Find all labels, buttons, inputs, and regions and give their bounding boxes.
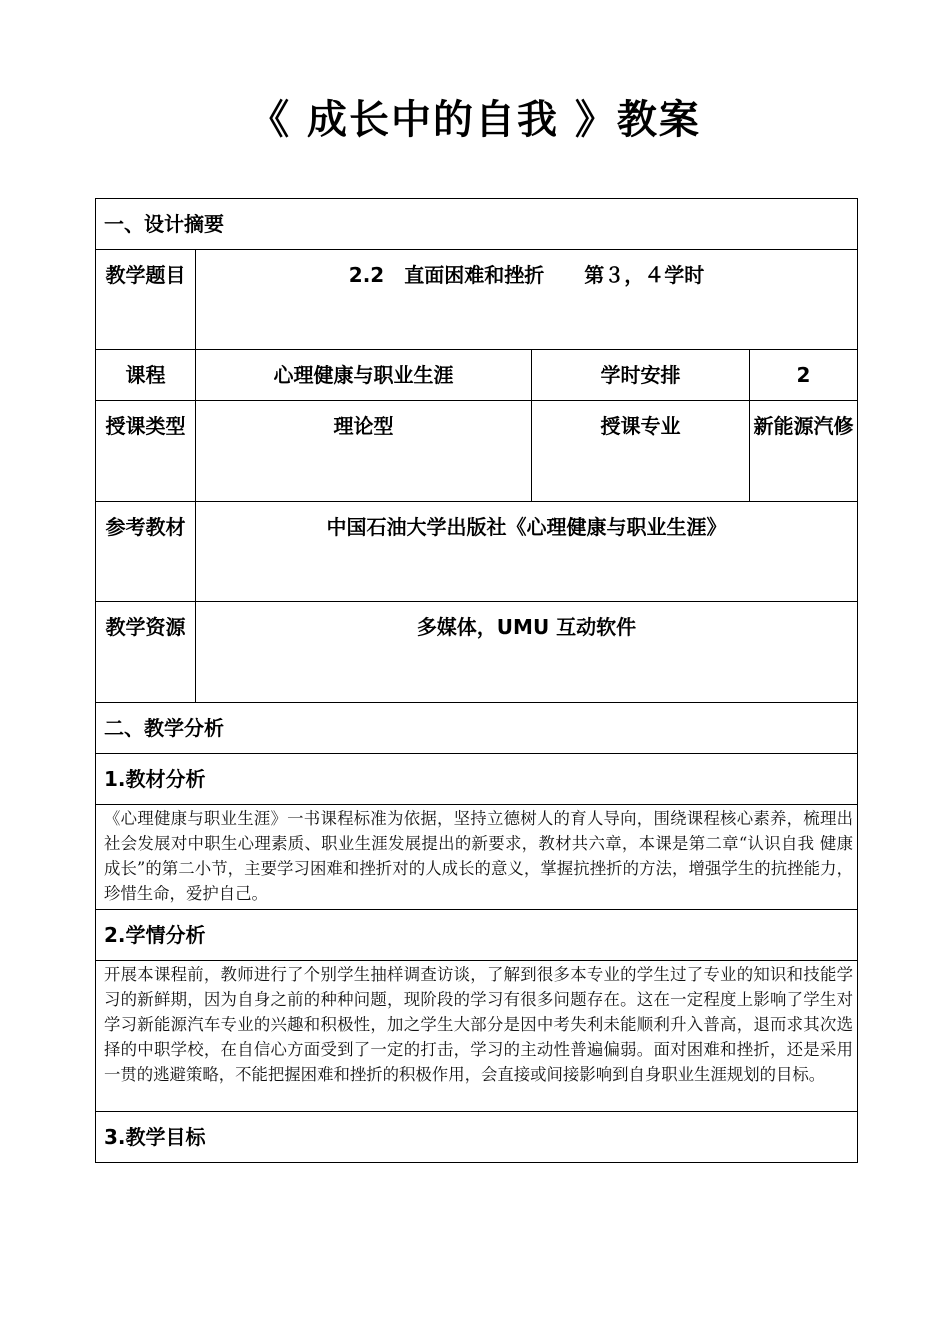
section-row-design-summary	[96, 199, 858, 250]
label-course: 课程	[96, 350, 196, 401]
document-title: 《 成长中的自我 》教案	[249, 97, 701, 143]
row-textbook-analysis-heading	[96, 754, 858, 805]
value-textbook: 中国石油大学出版社《心理健康与职业生涯》	[196, 502, 858, 602]
heading-textbook-analysis: 1.教材分析	[96, 754, 858, 805]
label-textbook: 参考教材	[96, 502, 196, 602]
value-hours: 2	[750, 350, 858, 401]
label-lesson-type: 授课类型	[96, 401, 196, 502]
section-row-teaching-analysis	[96, 703, 858, 754]
paragraph-textbook-analysis: 《心理健康与职业生涯》一书课程标准为依据，坚持立德树人的育人导向，围绕课程核心素养，梳理出社会发展对中职生心理素质、职业生涯发展提出的新要求，教材共六章，本课是第二章“认识自我 健康成长”的第二小节，主要学习困难和挫折对的人成长的意义，掌握抗挫折的方法，增强学生的抗挫能力，珍惜生命，爱护自己。	[96, 805, 858, 910]
paragraph-learner-analysis: 开展本课程前，教师进行了个别学生抽样调查访谈，了解到很多本专业的学生过了专业的知识和技能学习的新鲜期，因为自身之前的种种问题，现阶段的学习有很多问题存在。这在一定程度上影响了学生对学习新能源汽车专业的兴趣和积极性，加之学生大部分是因中考失利未能顺利升入普高，退而求其次选择的中职学校，在自信心方面受到了一定的打击，学习的主动性普遍偏弱。面对困难和挫折，还是采用一贯的逃避策略，不能把握困难和挫折的积极作用，会直接或间接影响到自身职业生涯规划的目标。	[96, 961, 858, 1112]
value-course: 心理健康与职业生涯	[196, 350, 532, 401]
value-lesson-type: 理论型	[196, 401, 532, 502]
label-hours: 学时安排	[532, 350, 750, 401]
row-resources	[96, 602, 858, 703]
row-course	[96, 350, 858, 401]
row-learner-analysis-body	[96, 961, 858, 1112]
label-resources: 教学资源	[96, 602, 196, 703]
value-major: 新能源汽修	[750, 401, 858, 502]
lesson-plan-table	[95, 198, 858, 1163]
label-topic: 教学题目	[96, 250, 196, 350]
heading-learner-analysis: 2.学情分析	[96, 910, 858, 961]
row-learner-analysis-heading	[96, 910, 858, 961]
value-resources: 多媒体，UMU 互动软件	[196, 602, 858, 703]
heading-teaching-goals: 3.教学目标	[96, 1112, 858, 1163]
section-heading-design-summary: 一、设计摘要	[96, 199, 858, 250]
row-textbook	[96, 502, 858, 602]
row-topic	[96, 250, 858, 350]
section-heading-teaching-analysis: 二、教学分析	[96, 703, 858, 754]
value-topic: 2.2 直面困难和挫折 第３，４学时	[196, 250, 858, 350]
row-textbook-analysis-body	[96, 805, 858, 910]
label-major: 授课专业	[532, 401, 750, 502]
row-teaching-goals-heading	[96, 1112, 858, 1163]
row-lesson-type	[96, 401, 858, 502]
